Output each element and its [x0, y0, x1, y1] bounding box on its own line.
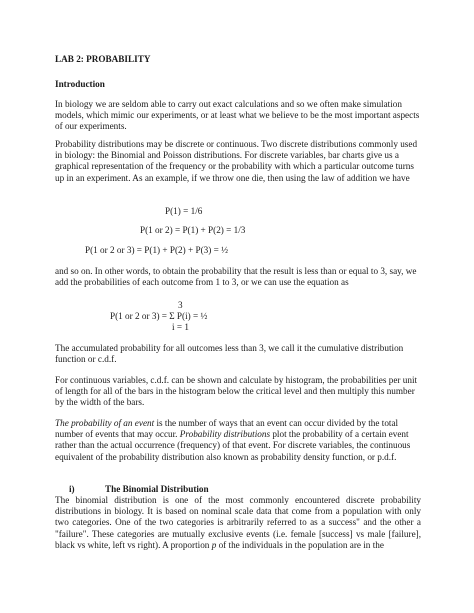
- summation-upper-limit: 3: [178, 300, 183, 310]
- summation-lower-limit: i = 1: [172, 322, 189, 332]
- paragraph-and-so-on: and so on. In other words, to obtain the probability that the result is less than or equal to 3, say, we add the probabilities of each outcome from 1 to 3, or we can use the equation as: [55, 266, 417, 288]
- paragraph-intro: In biology we are seldom able to carry out exact calculations and so we often make simulation models, which mimic our experiments, or at least what we believe to be the most important aspects of our experiments.: [55, 99, 420, 132]
- equation-p1-or-2: P(1 or 2) = P(1) + P(2) = 1/3: [140, 225, 246, 235]
- term-p: p: [211, 539, 217, 550]
- document-title: LAB 2: PROBABILITY: [55, 54, 151, 64]
- paragraph-cdf: The accumulated probability for all outcomes less than 3, we call it the cumulative distribution function or c.d.f.: [55, 343, 404, 365]
- intro-heading: Introduction: [55, 79, 105, 89]
- paragraph-probability-event: [55, 418, 421, 463]
- section-number: i): [69, 484, 75, 494]
- section-title: The Binomial Distribution: [105, 484, 209, 494]
- text-segment: plot the probability of a certain event rather than the actual occurrence (frequency) of that event. For discrete variables, the continuous equivalent of the probability distribution also known as probability density function, or p.d.f.: [55, 429, 411, 462]
- text-segment: of the individuals in the population are in the: [216, 539, 384, 550]
- text-segment: The binomial distribution is one of the most commonly encountered discrete probability distributions in biology. It is based on nominal scale data that come from a population with only two categories. One of the two categories is arbitrarily referred to as a success" and the other a "failure". These categories are mutually exclusive events (i.e. female [success] vs male [failure], black vs white, left vs right). A proportion: [55, 495, 421, 550]
- summation-equation: P(1 or 2 or 3) = Σ P(i) = ½: [110, 311, 208, 321]
- equation-p1: P(1) = 1/6: [165, 206, 203, 216]
- equation-p1-or-2-or-3: P(1 or 2 or 3) = P(1) + P(2) + P(3) = ½: [85, 245, 228, 255]
- paragraph-distributions: Probability distributions may be discrete or continuous. Two discrete distributions commonly used in biology: the Binomial and Poisson distributions. For discrete variables, bar charts give us a graphical representation of the frequency or the probability with which a particular outcome turns up in an experiment. As an example, if we throw one die, then using the law of addition we have: [55, 139, 418, 183]
- paragraph-continuous: For continuous variables, c.d.f. can be shown and calculate by histogram, the probabilities per unit of length for all of the bars in the histogram below the critical level and then multiply this number by the width of the bars.: [55, 375, 418, 408]
- term-probability-of-event: The probability of an event: [55, 418, 155, 428]
- paragraph-binomial: [55, 495, 421, 551]
- text-segment: is the number of ways that an event can occur divided by the total number of events that may occur.: [55, 418, 399, 440]
- term-probability-distributions: Probability distributions: [179, 429, 271, 440]
